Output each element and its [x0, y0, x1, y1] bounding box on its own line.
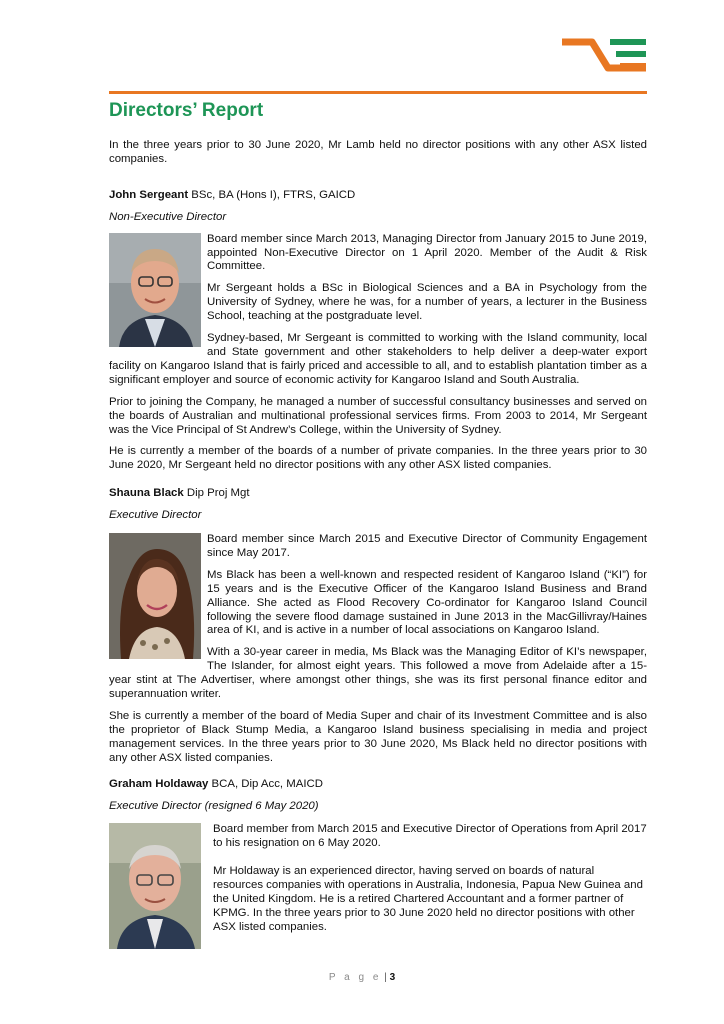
- bio-paragraph: With a 30-year career in media, Ms Black was the Managing Editor of KI’s newspaper, The Islander, for almost eight years. This followed a move from Adelaide after a 15-year stint at The Advertiser, where amongst other things, she was its first personal finance editor and superannuation writer.: [109, 646, 647, 701]
- director-name: John Sergeant: [109, 188, 189, 201]
- director-qualifications: BCA, Dip Acc, MAICD: [208, 777, 323, 790]
- director-role: Non-Executive Director: [109, 210, 227, 223]
- director-heading: [109, 778, 647, 792]
- bio-paragraph: She is currently a member of the board of Media Super and chair of its Investment Committee and is also the proprietor of Black Stump Media, a Kangaroo Island business specialising in media and project management services. In the three years prior to 30 June 2020, Ms Black held no director positions with any other ASX listed companies.: [109, 710, 647, 764]
- bio-paragraph: Mr Sergeant holds a BSc in Biological Sciences and a BA in Psychology from the University of Sydney, where he was, for a number of years, a lecturer in the Business School, teaching at the postgraduate level.: [207, 282, 647, 323]
- company-logo: [560, 36, 650, 76]
- bio-paragraph: Board member since March 2013, Managing Director from January 2015 to June 2019, appointed Non-Executive Director on 1 April 2020. Member of the Audit & Risk Committee.: [207, 232, 647, 273]
- intro-paragraph: In the three years prior to 30 June 2020, Mr Lamb held no director positions with any other ASX listed companies.: [109, 139, 647, 165]
- director-photo-holdaway: [109, 823, 201, 949]
- director-heading: [109, 189, 647, 203]
- page-title: Directors’ Report: [109, 100, 264, 121]
- director-qualifications: BSc, BA (Hons I), FTRS, GAICD: [188, 188, 356, 201]
- director-role: Executive Director: [109, 509, 202, 522]
- footer-separator: |: [384, 972, 387, 983]
- director-qualifications: Dip Proj Mgt: [183, 487, 250, 500]
- bio-paragraph: Ms Black has been a well-known and respected resident of Kangaroo Island (“KI”) for 15 years and is the Executive Officer of the Kangaroo Island Business and Brand Alliance. She acted as Flood Recovery Co-ordinator for Kangaroo Island Council following the severe flood damage sustained in June 2013 in the MacGillivray/Haines area of KI, and is active in a number of local associations on Kangaroo Island.: [207, 568, 647, 637]
- report-body: [109, 139, 647, 953]
- director-name: Graham Holdaway: [109, 777, 209, 790]
- page-label: P a g e: [328, 972, 382, 983]
- bio-paragraph: He is currently a member of the boards of a number of private companies. In the three years prior to 30 June 2020, Mr Sergeant held no director positions with any other ASX listed companies.: [109, 445, 647, 472]
- bio-paragraph: Sydney-based, Mr Sergeant is committed to working with the Island community, local and State government and other stakeholders to help deliver a deep-water export facility on Kangaroo Island that is fairly priced and accessible to all, and to establish plantation timber as a significant employer and source of economic activity for Kangaroo Island and South Australia.: [109, 332, 647, 386]
- bio-paragraph: Board member since March 2015 and Executive Director of Community Engagement since May 2017.: [207, 533, 647, 559]
- director-photo-sergeant: [109, 233, 201, 347]
- director-role: Executive Director (resigned 6 May 2020): [109, 799, 319, 812]
- bio-paragraph: Board member from March 2015 and Executive Director of Operations from April 2017 to his resignation on 6 May 2020.: [213, 823, 647, 850]
- resignation-note: resigned 6 May 2020: [208, 799, 315, 812]
- page-footer: [0, 972, 724, 983]
- director-heading: [109, 487, 647, 501]
- director-photo-black: [109, 533, 201, 659]
- bio-paragraph: Mr Holdaway is an experienced director, having served on boards of natural resources companies with operations in Australia, Indonesia, Papua New Guinea and the United Kingdom. He is a retired Chartered Accountant and a former partner of KPMG. In the three years prior to 30 June 2020 held no director positions with other ASX listed companies.: [213, 865, 643, 933]
- header-rule: [109, 91, 647, 94]
- director-name: Shauna Black: [109, 487, 184, 500]
- bio-paragraph: Prior to joining the Company, he managed a number of successful consultancy businesses and served on the boards of Australian and multinational professional services firms. From 2003 to 2014, Mr Sergeant was the Vice Principal of St Andrew’s College, within the University of Sydney.: [109, 395, 647, 436]
- page-number: 3: [389, 972, 396, 983]
